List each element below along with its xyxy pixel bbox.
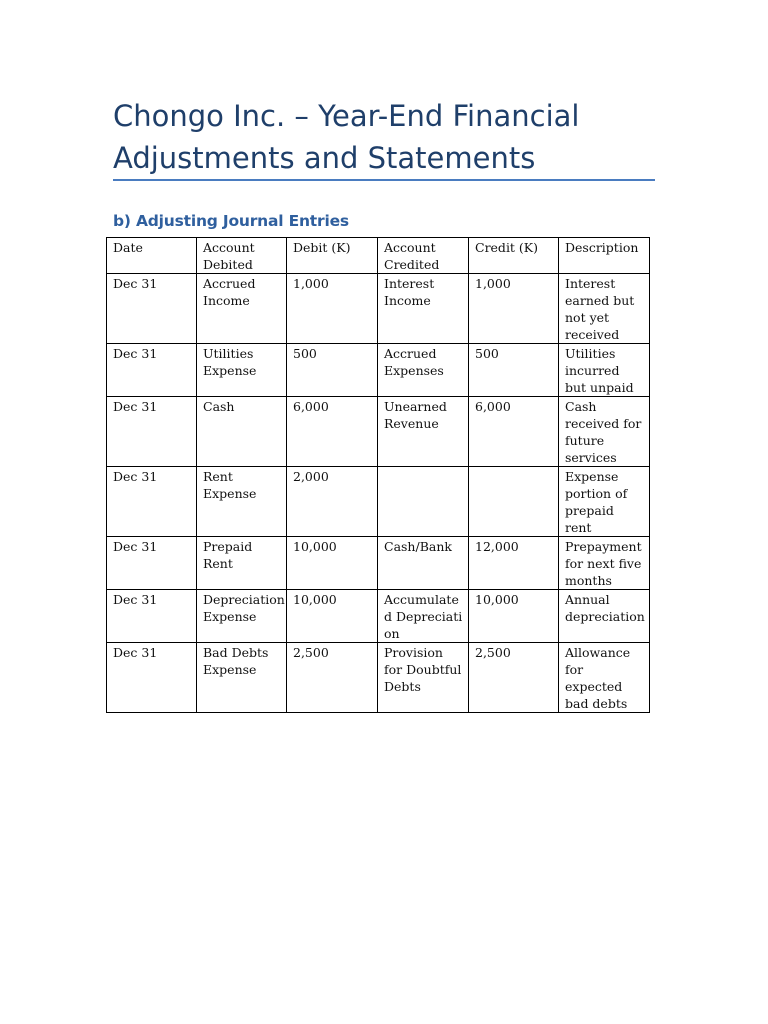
cell-debit: 2,500 [287, 643, 378, 713]
cell-date: Dec 31 [107, 397, 197, 467]
document-title: Chongo Inc. – Year-End Financial Adjustments and Statements [113, 99, 580, 175]
cell-date: Dec 31 [107, 344, 197, 397]
cell-account-debited: Depreciation Expense [197, 590, 287, 643]
cell-credit: 500 [469, 344, 559, 397]
adjusting-entries-table [106, 237, 650, 713]
cell-account-credited: Provision for Doubtful Debts [378, 643, 469, 713]
cell-account-debited: Prepaid Rent [197, 537, 287, 590]
table-row [107, 590, 650, 643]
table-row [107, 537, 650, 590]
header-account-credited: Account Credited [378, 238, 469, 274]
cell-account-credited: Accumulated Depreciation [378, 590, 469, 643]
cell-description: Utilities incurred but unpaid [559, 344, 650, 397]
table-row [107, 643, 650, 713]
cell-debit: 6,000 [287, 397, 378, 467]
header-date: Date [107, 238, 197, 274]
header-account-debited: Account Debited [197, 238, 287, 274]
cell-debit: 2,000 [287, 467, 378, 537]
header-description: Description [559, 238, 650, 274]
cell-credit: 2,500 [469, 643, 559, 713]
cell-date: Dec 31 [107, 590, 197, 643]
cell-debit: 10,000 [287, 537, 378, 590]
cell-debit: 10,000 [287, 590, 378, 643]
cell-credit: 6,000 [469, 397, 559, 467]
cell-credit: 12,000 [469, 537, 559, 590]
cell-account-debited: Utilities Expense [197, 344, 287, 397]
cell-description: Expense portion of prepaid rent [559, 467, 650, 537]
cell-date: Dec 31 [107, 274, 197, 344]
table-row [107, 274, 650, 344]
cell-account-credited: Accrued Expenses [378, 344, 469, 397]
cell-description: Interest earned but not yet received [559, 274, 650, 344]
cell-description: Cash received for future services [559, 397, 650, 467]
cell-account-credited: Interest Income [378, 274, 469, 344]
cell-account-credited: Unearned Revenue [378, 397, 469, 467]
cell-credit: 10,000 [469, 590, 559, 643]
cell-account-debited: Rent Expense [197, 467, 287, 537]
cell-account-credited [378, 467, 469, 537]
cell-date: Dec 31 [107, 537, 197, 590]
cell-date: Dec 31 [107, 467, 197, 537]
cell-description: Annual depreciation [559, 590, 650, 643]
table-row [107, 344, 650, 397]
cell-debit: 500 [287, 344, 378, 397]
cell-credit [469, 467, 559, 537]
cell-description: Allowance for expected bad debts [559, 643, 650, 713]
cell-credit: 1,000 [469, 274, 559, 344]
section-heading: b) Adjusting Journal Entries [113, 212, 349, 230]
header-credit: Credit (K) [469, 238, 559, 274]
title-divider [113, 179, 655, 181]
cell-date: Dec 31 [107, 643, 197, 713]
table-header-row [107, 238, 650, 274]
cell-account-debited: Bad Debts Expense [197, 643, 287, 713]
header-debit: Debit (K) [287, 238, 378, 274]
cell-account-debited: Cash [197, 397, 287, 467]
table-row [107, 467, 650, 537]
cell-account-credited: Cash/Bank [378, 537, 469, 590]
cell-account-debited: Accrued Income [197, 274, 287, 344]
table-row [107, 397, 650, 467]
cell-description: Prepayment for next five months [559, 537, 650, 590]
cell-debit: 1,000 [287, 274, 378, 344]
